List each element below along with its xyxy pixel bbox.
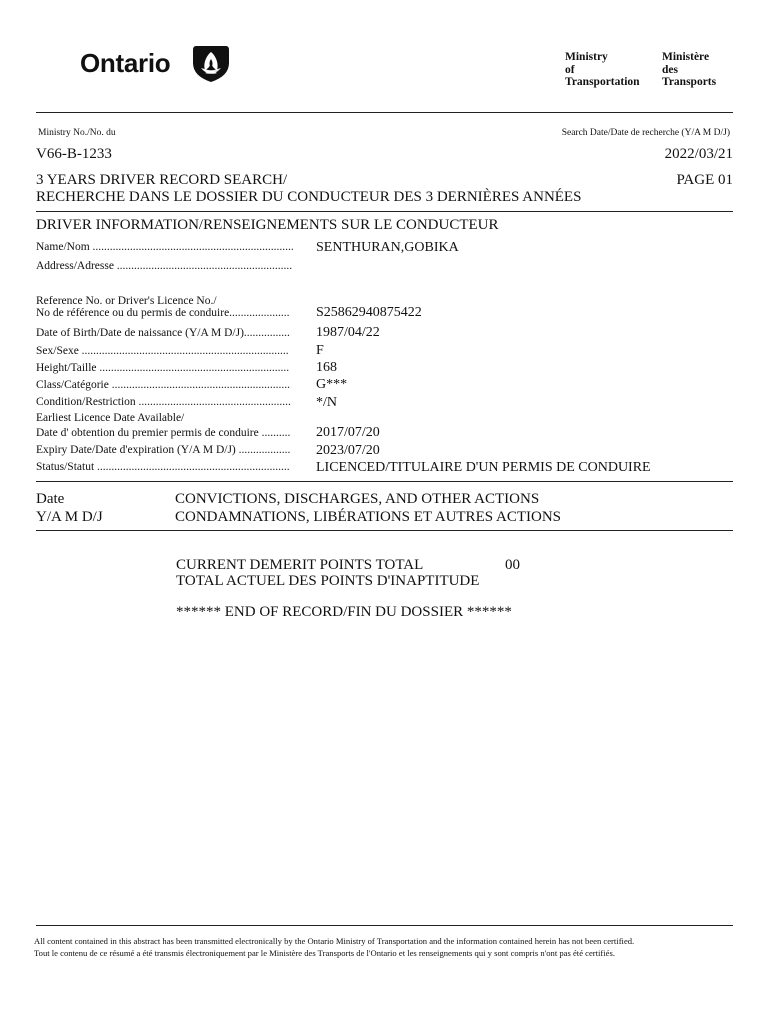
ministry-no: V66-B-1233	[36, 146, 112, 162]
ministry-name-en: Ministry of Transportation	[565, 51, 640, 88]
footer-divider	[36, 925, 733, 926]
demerit-label-en: CURRENT DEMERIT POINTS TOTAL	[176, 557, 424, 573]
class-label: Class/Catégorie ..............................................................	[36, 379, 290, 391]
date-format-label: Y/A M D/J	[36, 509, 103, 525]
expiry-label: Expiry Date/Date d'expiration (Y/A M D/J) ..................	[36, 444, 291, 456]
sex-value: F	[316, 343, 324, 358]
driver-info-heading: DRIVER INFORMATION/RENSEIGNEMENTS SUR LE CONDUCTEUR	[36, 217, 499, 233]
ministry-no-label: Ministry No./No. du	[38, 128, 116, 138]
reference-value: S25862940875422	[316, 305, 422, 320]
convictions-heading-en: CONVICTIONS, DISCHARGES, AND OTHER ACTIONS	[175, 491, 540, 507]
section-divider	[36, 211, 733, 212]
expiry-value: 2023/07/20	[316, 443, 380, 458]
status-label: Status/Statut ...................................................................	[36, 461, 290, 473]
ontario-wordmark: Ontario	[80, 48, 171, 78]
convictions-divider-top	[36, 481, 733, 482]
earliest-licence-label-line1: Earliest Licence Date Available/	[36, 412, 185, 424]
class-value: G***	[316, 377, 348, 392]
dob-label: Date of Birth/Date de naissance (Y/A M D/J)................	[36, 327, 290, 339]
sex-label: Sex/Sexe ........................................................................	[36, 345, 289, 357]
header-divider	[36, 112, 733, 113]
end-of-record: ****** END OF RECORD/FIN DU DOSSIER ******	[176, 604, 512, 620]
condition-label: Condition/Restriction .....................................................	[36, 396, 291, 408]
earliest-licence-value: 2017/07/20	[316, 425, 380, 440]
height-label: Height/Taille ..................................................................	[36, 362, 290, 374]
footer-disclaimer-en: All content contained in this abstract has been transmitted electronically by the Ontario Ministry of Transportation and the information contained herein has not been certified.	[34, 936, 635, 946]
name-label: Name/Nom ......................................................................	[36, 241, 294, 253]
reference-label-line2: No de référence ou du permis de conduire.....................	[36, 307, 290, 319]
status-value: LICENCED/TITULAIRE D'UN PERMIS DE CONDUIRE	[316, 460, 651, 475]
demerit-points-value: 00	[505, 557, 520, 573]
trillium-logo-icon	[192, 43, 230, 83]
document-title-fr: RECHERCHE DANS LE DOSSIER DU CONDUCTEUR DES 3 DERNIÈRES ANNÉES	[36, 189, 582, 205]
page-number: PAGE 01	[676, 172, 733, 188]
address-label: Address/Adresse .............................................................	[36, 260, 293, 272]
name-value: SENTHURAN,GOBIKA	[316, 240, 459, 255]
earliest-licence-label-line2: Date d' obtention du premier permis de conduire ..........	[36, 427, 291, 439]
search-date-label: Search Date/Date de recherche (Y/A M D/J)	[561, 128, 730, 138]
footer-disclaimer-fr: Tout le contenu de ce résumé a été transmis électroniquement par le Ministère des Transports de l'Ontario et les renseignements qui y sont compris n'ont pas été certifiés.	[34, 948, 615, 958]
condition-value: */N	[316, 395, 337, 410]
reference-label-line1: Reference No. or Driver's Licence No./	[36, 295, 217, 307]
demerit-label-fr: TOTAL ACTUEL DES POINTS D'INAPTITUDE	[176, 573, 480, 589]
document-title-en: 3 YEARS DRIVER RECORD SEARCH/	[36, 172, 288, 188]
dob-value: 1987/04/22	[316, 325, 380, 340]
convictions-divider-bottom	[36, 530, 733, 531]
height-value: 168	[316, 360, 337, 375]
ministry-name-fr: Ministère des Transports	[662, 51, 717, 88]
convictions-heading-fr: CONDAMNATIONS, LIBÉRATIONS ET AUTRES ACTIONS	[175, 509, 561, 525]
search-date: 2022/03/21	[664, 146, 733, 162]
date-column-label: Date	[36, 491, 65, 507]
